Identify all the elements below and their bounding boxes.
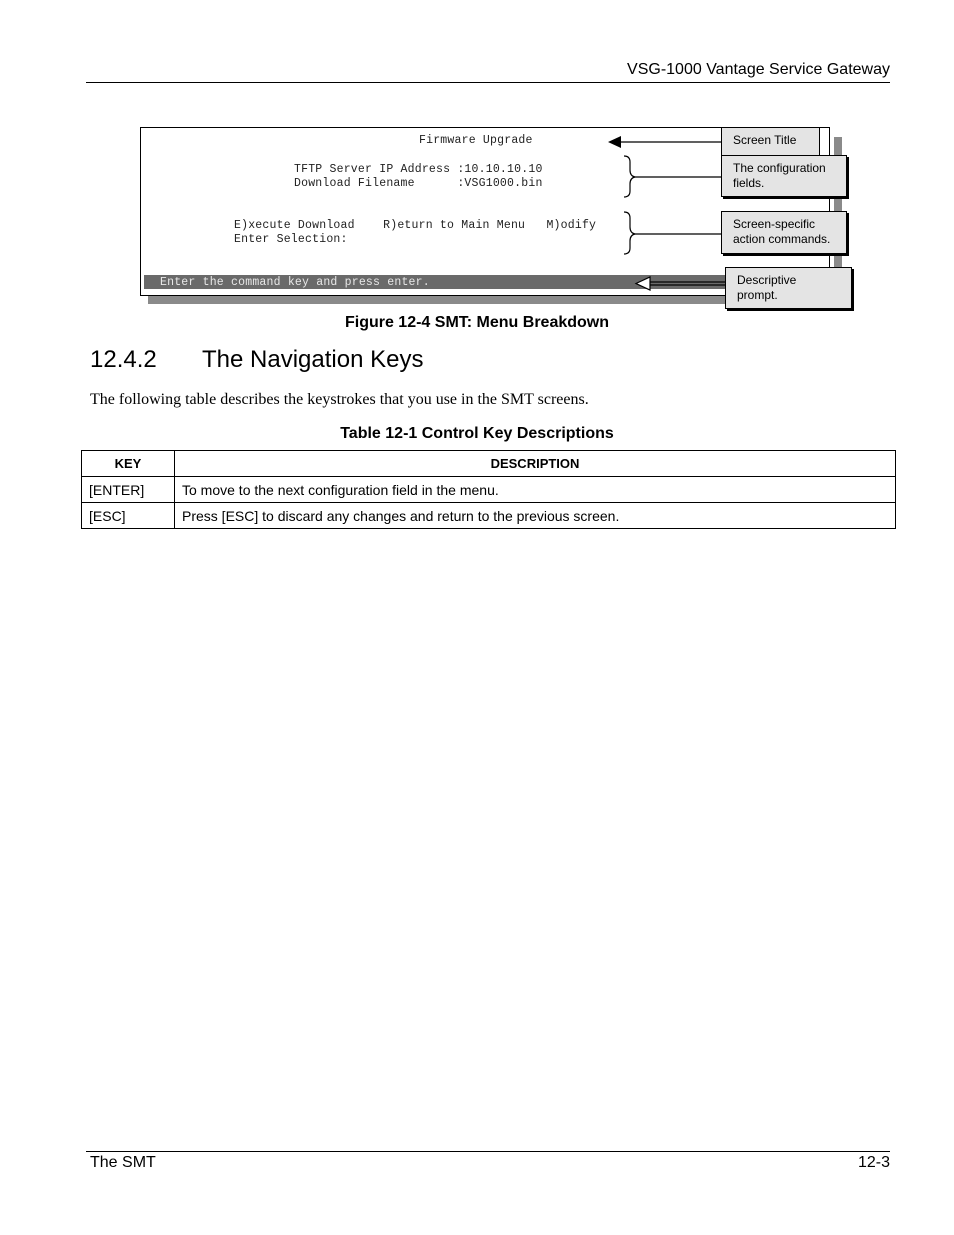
screen-field-filename: Download Filename :VSG1000.bin bbox=[294, 177, 543, 190]
callout-label: prompt. bbox=[737, 288, 778, 302]
table-caption: Table 12-1 Control Key Descriptions bbox=[340, 425, 614, 442]
section-heading bbox=[90, 346, 423, 374]
intro-paragraph: The following table describes the keystrokes that you use in the SMT screens. bbox=[90, 391, 589, 408]
callout-label: Screen-specific bbox=[733, 217, 816, 231]
callout-descriptive-prompt bbox=[725, 267, 852, 309]
footer-rule bbox=[86, 1151, 890, 1152]
screen-title-text: Firmware Upgrade bbox=[419, 134, 533, 147]
section-title: The Navigation Keys bbox=[202, 346, 424, 373]
arrow-head-prompt bbox=[636, 277, 650, 290]
figure-caption: Figure 12-4 SMT: Menu Breakdown bbox=[344, 314, 610, 331]
callout-label: The configuration bbox=[733, 161, 826, 175]
arrow-head-title bbox=[608, 136, 621, 148]
key-cell: [ESC] bbox=[82, 503, 175, 529]
fields-brace bbox=[624, 156, 635, 197]
column-header-key: KEY bbox=[82, 451, 175, 477]
callout-label: fields. bbox=[733, 176, 765, 190]
description-cell: Press [ESC] to discard any changes and return to the previous screen. bbox=[175, 503, 896, 529]
description-cell: To move to the next configuration field in the menu. bbox=[175, 477, 896, 503]
screen-selection-text: Enter Selection: bbox=[234, 233, 348, 246]
prompt-text: Enter the command key and press enter. bbox=[160, 276, 430, 289]
menu-breakdown-figure bbox=[0, 0, 954, 320]
table-header-row bbox=[82, 451, 896, 477]
screen-commands-text: E)xecute Download R)eturn to Main Menu M)odify bbox=[234, 219, 597, 232]
table-row bbox=[82, 503, 896, 529]
callout-label: Screen Title bbox=[733, 133, 797, 147]
page-number: 12-3 bbox=[857, 1154, 890, 1171]
callout-screen-title bbox=[721, 127, 820, 156]
callout-configuration-fields bbox=[721, 155, 847, 197]
running-header: VSG-1000 Vantage Service Gateway bbox=[627, 61, 890, 78]
screen-field-ip: TFTP Server IP Address :10.10.10.10 bbox=[294, 163, 543, 176]
callout-label: action commands. bbox=[733, 232, 831, 246]
table-row bbox=[82, 477, 896, 503]
callout-label: Descriptive bbox=[737, 273, 797, 287]
commands-brace bbox=[624, 212, 635, 254]
section-number: 12.4.2 bbox=[90, 346, 157, 373]
callout-action-commands bbox=[721, 211, 847, 254]
column-header-description: DESCRIPTION bbox=[175, 451, 896, 477]
key-cell: [ENTER] bbox=[82, 477, 175, 503]
control-key-table bbox=[81, 450, 896, 529]
footer-chapter: The SMT bbox=[90, 1154, 156, 1171]
